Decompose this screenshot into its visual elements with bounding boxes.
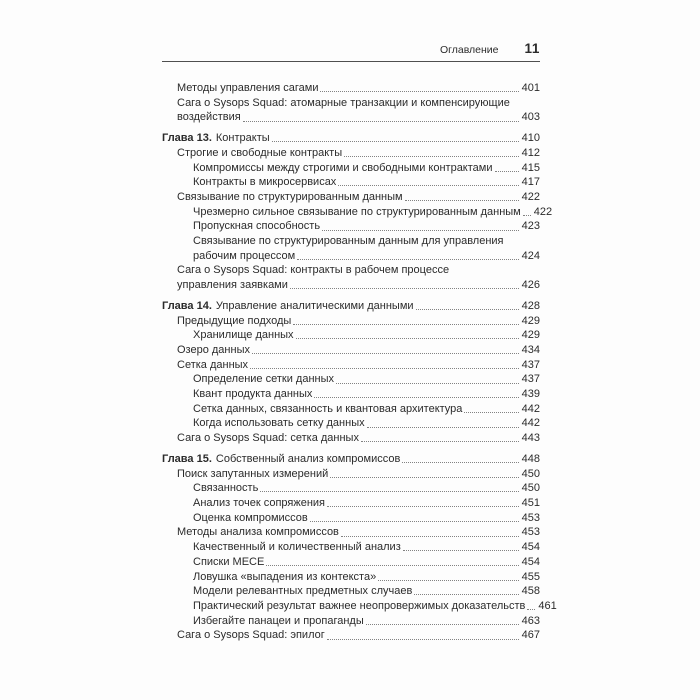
toc-entry [162, 219, 540, 234]
dot-leader [322, 230, 519, 231]
toc-entry-title: Сага о Sysops Squad: сетка данных [177, 432, 359, 445]
toc-entry-title: Сетка данных, связанность и квантовая архитектура [193, 402, 463, 415]
toc-entry [162, 555, 540, 570]
toc-line [162, 372, 540, 387]
toc-entry-page: 422 [533, 205, 553, 218]
toc-entry-title: Управление аналитическими данными [215, 299, 414, 312]
toc-line [162, 467, 540, 482]
dot-leader [416, 309, 519, 310]
toc-line [162, 146, 540, 161]
toc-line [162, 249, 540, 264]
toc-entry [162, 358, 540, 373]
dot-leader [296, 338, 519, 339]
toc-entry-page: 450 [521, 482, 540, 495]
toc-entry [162, 481, 540, 496]
toc-entry-title: Качественный и количественный анализ [193, 541, 401, 554]
dot-leader [327, 506, 519, 507]
toc-entry-page: 467 [521, 629, 540, 642]
toc-entry-title: Когда использовать сетку данных [193, 417, 365, 430]
toc-line [162, 570, 540, 585]
toc-entry-page: 454 [521, 555, 540, 568]
toc-entry [162, 570, 540, 585]
toc-entry-title: Связанность [193, 482, 259, 495]
toc-entry-page: 442 [521, 417, 540, 430]
dot-leader [338, 185, 518, 186]
toc-list [162, 81, 557, 643]
toc-entry-page: 448 [521, 452, 540, 465]
toc-entry-title: Хранилище данных [193, 329, 294, 342]
toc-entry-page: 417 [521, 176, 540, 189]
chapter-prefix: Глава 13. [162, 132, 212, 145]
toc-line [162, 525, 540, 540]
toc-entry-page: 429 [521, 329, 540, 342]
toc-line [162, 584, 540, 599]
toc-entry-title: рабочим процессом [193, 249, 296, 262]
dot-leader [378, 580, 518, 581]
toc-entry-page: 410 [521, 132, 540, 145]
toc-line [162, 496, 540, 511]
dot-leader [341, 536, 519, 537]
dot-leader [405, 200, 519, 201]
toc-entry-title: управления заявками [177, 279, 288, 292]
toc-line [162, 96, 540, 111]
toc-entry-page: 403 [521, 111, 540, 124]
dot-leader [336, 383, 519, 384]
dot-leader [252, 353, 519, 354]
toc-entry-page: 451 [521, 496, 540, 509]
toc-entry-page: 424 [521, 249, 540, 262]
toc-entry [162, 584, 540, 599]
toc-line [162, 328, 540, 343]
dot-leader [290, 288, 519, 289]
toc-entry-title: Поиск запутанных измерений [177, 467, 329, 480]
toc-chapter-entry [162, 299, 540, 314]
toc-line [162, 219, 540, 234]
toc-entry [162, 416, 540, 431]
toc-entry-title: Контракты [215, 132, 270, 145]
page-content [162, 41, 557, 643]
dot-leader [403, 550, 519, 551]
toc-line [162, 161, 540, 176]
toc-entry [162, 496, 540, 511]
toc-entry-page: 412 [521, 146, 540, 159]
toc-entry-page: 442 [521, 402, 540, 415]
toc-entry [162, 81, 540, 96]
toc-entry-title: воздействия [177, 111, 241, 124]
toc-entry [162, 96, 540, 125]
toc-entry-page: 450 [521, 467, 540, 480]
header-title: Оглавление [439, 44, 499, 56]
toc-line [162, 358, 540, 373]
toc-line [162, 555, 540, 570]
dot-leader [366, 624, 519, 625]
header-page-number: 11 [524, 41, 540, 56]
toc-entry-title: Связывание по структурированным данным [177, 190, 403, 203]
toc-entry-title: Избегайте панацеи и пропаганды [193, 614, 364, 627]
toc-entry [162, 343, 540, 358]
toc-line [162, 299, 540, 314]
toc-entry [162, 314, 540, 329]
dot-leader [327, 639, 519, 640]
toc-entry-title: Модели релевантных предметных случаев [193, 585, 413, 598]
toc-line [162, 190, 540, 205]
dot-leader [367, 427, 519, 428]
toc-entry-title: Пропускная способность [193, 220, 321, 233]
toc-entry-title: Методы управления сагами [177, 82, 319, 94]
toc-entry-title: Озеро данных [177, 343, 250, 356]
toc-line [162, 402, 540, 417]
toc-entry-page: 429 [521, 314, 540, 327]
dot-leader [272, 141, 519, 142]
toc-entry-page: 443 [521, 432, 540, 445]
toc-entry-page: 455 [521, 570, 540, 583]
toc-line [162, 599, 557, 614]
chapter-prefix: Глава 14. [162, 299, 212, 312]
toc-entry-title: Предыдущие подходы [177, 314, 292, 327]
toc-entry-page: 453 [521, 526, 540, 539]
toc-entry-page: 401 [521, 82, 540, 94]
toc-chapter-entry [162, 131, 540, 146]
toc-line [162, 614, 540, 629]
toc-entry [162, 467, 540, 482]
dot-leader [361, 441, 519, 442]
toc-entry [162, 161, 540, 176]
toc-line [162, 452, 540, 467]
toc-entry-title: Собственный анализ компромиссов [215, 452, 401, 465]
toc-entry-title: Чрезмерно сильное связывание по структурированным данным [193, 205, 521, 218]
toc-entry-title: Квант продукта данных [193, 388, 313, 401]
toc-entry [162, 190, 540, 205]
toc-entry-page: 415 [521, 161, 540, 174]
toc-entry-title: Контракты в микросервисах [193, 176, 337, 189]
toc-entry [162, 387, 540, 402]
toc-entry-title: Практический результат важнее неопровержимых доказательств [193, 599, 526, 612]
toc-entry-page: 463 [521, 614, 540, 627]
toc-entry-page: 428 [521, 299, 540, 312]
toc-line [162, 387, 540, 402]
toc-entry [162, 328, 540, 343]
toc-entry-page: 458 [521, 585, 540, 598]
dot-leader [402, 462, 518, 463]
toc-entry-title: Компромиссы между строгими и свободными контрактами [193, 161, 493, 174]
toc-entry-title: Определение сетки данных [193, 373, 335, 386]
toc-entry-title: Сага о Sysops Squad: контракты в рабочем процессе [177, 264, 450, 277]
toc-entry [162, 540, 540, 555]
toc-entry-title: Списки MECE [193, 555, 265, 568]
dot-leader [527, 609, 535, 610]
toc-line [162, 511, 540, 526]
dot-leader [266, 565, 518, 566]
dot-leader [523, 215, 531, 216]
toc-entry-page: 437 [521, 358, 540, 371]
toc-entry-page: 461 [538, 599, 557, 612]
toc-entry-title: Ловушка «выпадения из контекста» [193, 570, 377, 583]
toc-entry-page: 434 [521, 343, 540, 356]
toc-entry-title: Строгие и свободные контракты [177, 146, 343, 159]
toc-line [162, 314, 540, 329]
toc-entry-page: 423 [521, 220, 540, 233]
toc-entry [162, 402, 540, 417]
dot-leader [314, 397, 518, 398]
toc-entry-page: 454 [521, 541, 540, 554]
dot-leader [250, 368, 519, 369]
toc-entry [162, 175, 540, 190]
toc-entry-title: Методы анализа компромиссов [177, 526, 339, 539]
toc-entry-page: 422 [521, 190, 540, 203]
toc-line [162, 278, 540, 293]
dot-leader [330, 477, 518, 478]
toc-entry-title: Сага о Sysops Squad: эпилог [177, 629, 325, 642]
dot-leader [495, 171, 519, 172]
dot-leader [414, 594, 518, 595]
toc-entry-page: 439 [521, 388, 540, 401]
toc-entry [162, 431, 540, 446]
toc-entry-title: Сага о Sysops Squad: атомарные транзакции и компенсирующие [177, 96, 510, 109]
toc-chapter-entry [162, 452, 540, 467]
toc-entry [162, 599, 557, 614]
toc-line [162, 416, 540, 431]
toc-entry-page: 453 [521, 511, 540, 524]
dot-leader [297, 259, 518, 260]
toc-line [162, 481, 540, 496]
toc-entry-title: Анализ точек сопряжения [193, 496, 325, 509]
toc-entry-page: 426 [521, 279, 540, 292]
toc-entry-title: Сетка данных [177, 358, 249, 371]
toc-entry-title: Оценка компромиссов [193, 511, 308, 524]
toc-entry [162, 614, 540, 629]
toc-entry-title: Связывание по структурированным данным для управления [193, 235, 504, 248]
toc-entry [162, 372, 540, 387]
dot-leader [344, 156, 519, 157]
toc-line [162, 205, 553, 220]
toc-entry [162, 146, 540, 161]
dot-leader [310, 521, 519, 522]
toc-entry [162, 205, 553, 220]
dot-leader [320, 91, 518, 92]
toc-line [162, 131, 540, 146]
chapter-prefix: Глава 15. [162, 452, 212, 465]
dot-leader [243, 121, 519, 122]
toc-line [162, 628, 540, 643]
toc-line [162, 110, 540, 125]
toc-entry [162, 525, 540, 540]
toc-line [162, 540, 540, 555]
page-header [162, 42, 540, 62]
dot-leader [293, 324, 518, 325]
toc-entry [162, 234, 540, 263]
toc-line [162, 175, 540, 190]
toc-line [162, 431, 540, 446]
toc-line [162, 81, 540, 96]
toc-line [162, 263, 540, 278]
toc-entry-page: 437 [521, 373, 540, 386]
toc-entry [162, 628, 540, 643]
toc-entry [162, 511, 540, 526]
toc-line [162, 234, 540, 249]
toc-line [162, 343, 540, 358]
dot-leader [260, 491, 518, 492]
dot-leader [464, 412, 518, 413]
toc-entry [162, 263, 540, 292]
